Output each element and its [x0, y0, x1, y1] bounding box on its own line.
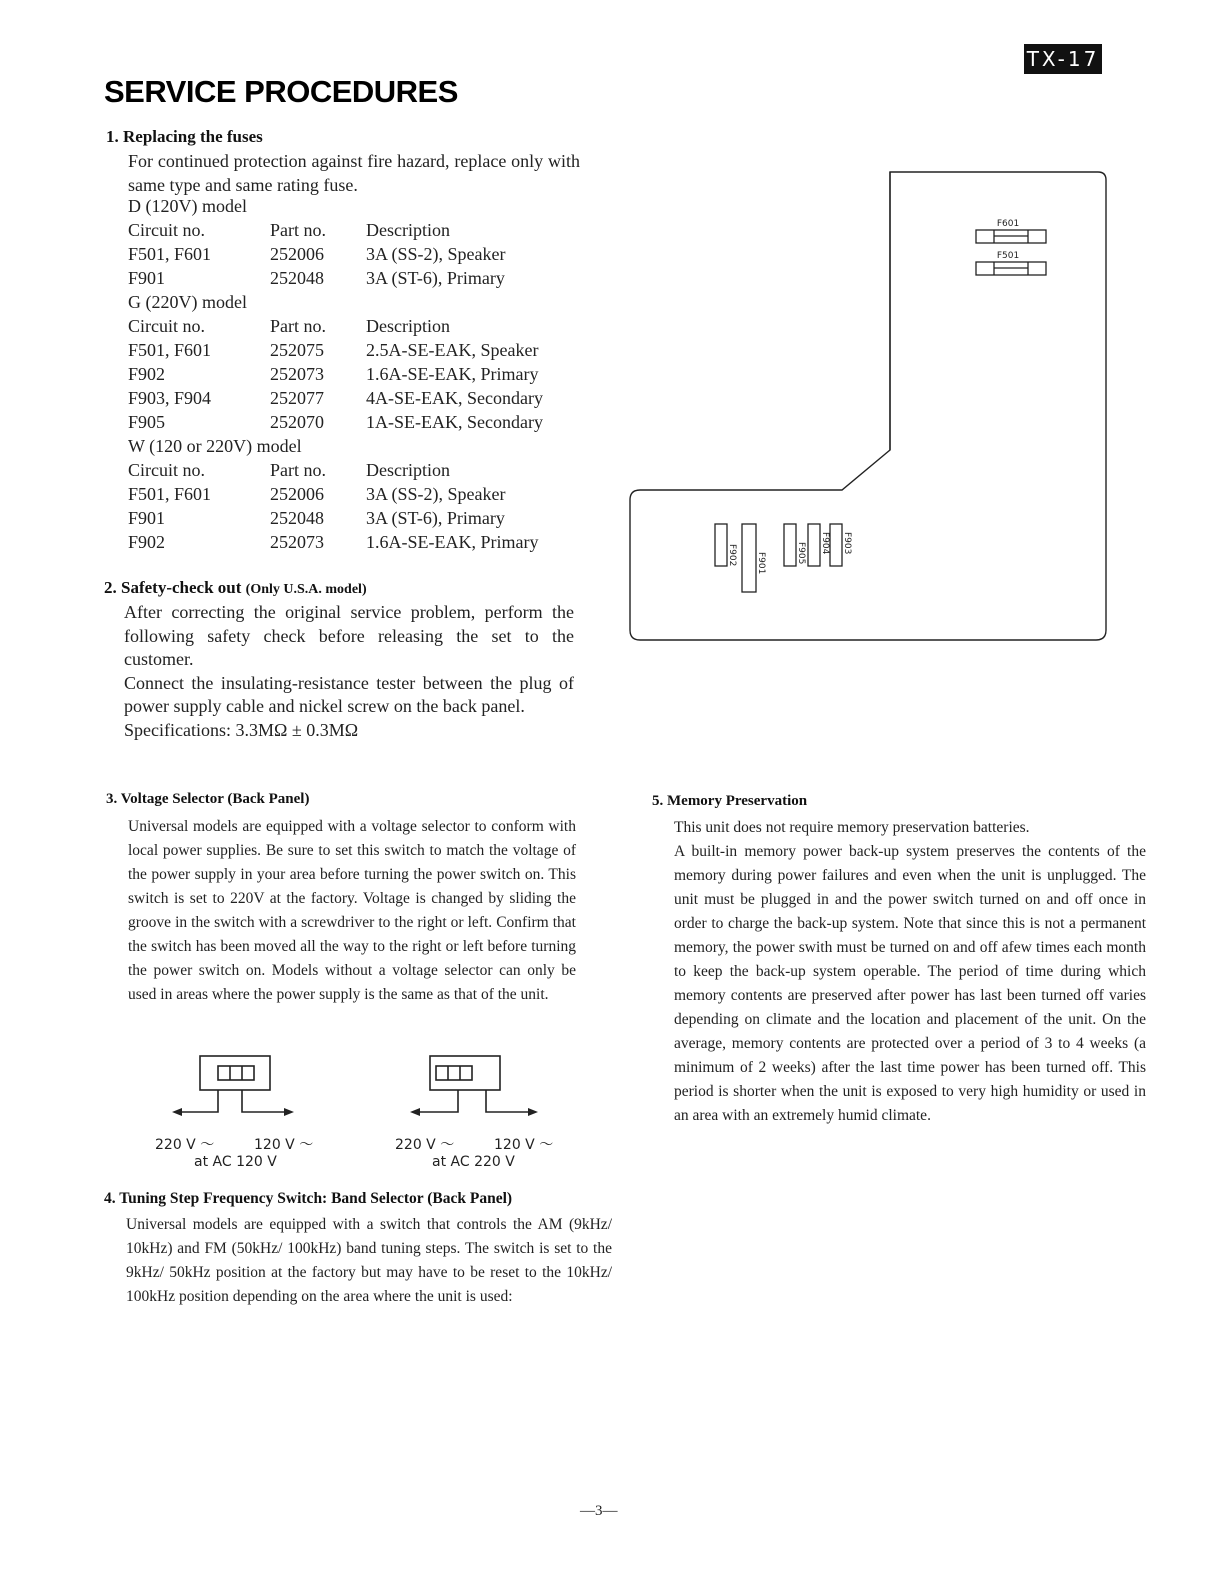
cell-part: 252070: [270, 412, 324, 432]
fuse-f601: [976, 230, 1046, 243]
label-f501: F501: [996, 251, 1020, 261]
section5-body: [674, 816, 1146, 1128]
table-header: [128, 458, 598, 482]
table-row: [128, 482, 598, 506]
col-circuit: Circuit no.: [128, 316, 205, 336]
section4-body: Universal models are equipped with a switch that controls the AM (9kHz/ 10kHz) and FM (50kHz/ 100kHz) band tuning steps. The switch is set to the 9kHz/ 50kHz position at the factory but may have to be reset to the 10kHz/ 100kHz position depending on the area where the unit is used:: [126, 1216, 612, 1305]
fuse-f901: [742, 524, 756, 592]
cell-description: 4A-SE-EAK, Secondary: [366, 388, 543, 408]
model-label: G (220V) model: [128, 292, 247, 312]
section1-heading: 1. Replacing the fuses: [106, 127, 263, 146]
section3-body: Universal models are equipped with a voltage selector to conform with local power supplies. Be sure to set this switch to match the voltage of the power supply in your area before turning the power switch on. This switch is set to 220V at the factory. Voltage is changed by sliding the groove in the switch with a screwdriver to the right or left. Confirm that the switch has been moved all the way to the right or left before turning the power switch on. Models without a voltage selector can only be used in areas where the power supply is the same as that of the unit.: [128, 818, 576, 1003]
cell-circuit: F902: [128, 532, 166, 552]
cell-circuit: F901: [128, 268, 166, 288]
col-description: Description: [366, 460, 450, 480]
selector-label-120: 120 V ～: [494, 1137, 554, 1153]
section2-title: 2. Safety-check out: [104, 578, 242, 597]
table-header: [128, 314, 598, 338]
label-f905: F905: [796, 542, 806, 565]
fuse-table-d: [128, 194, 598, 290]
cell-part: 252006: [270, 244, 324, 264]
selector-label-220: 220 V ～: [395, 1137, 455, 1153]
table-row: [128, 362, 598, 386]
model-label: D (120V) model: [128, 196, 247, 216]
selector-caption: at AC 120 V: [194, 1154, 277, 1170]
table-header: [128, 218, 598, 242]
model-label: W (120 or 220V) model: [128, 436, 302, 456]
cell-circuit: F501, F601: [128, 484, 212, 504]
cell-description: 3A (SS-2), Speaker: [366, 484, 506, 504]
fuse-tables: [128, 194, 598, 554]
cell-circuit: F905: [128, 412, 166, 432]
cell-circuit: F903, F904: [128, 388, 212, 408]
cell-circuit: F901: [128, 508, 166, 528]
cell-part: 252073: [270, 532, 324, 552]
voltage-selector-220: [404, 1054, 544, 1126]
section5-heading: 5. Memory Preservation: [652, 793, 808, 809]
table-row: [128, 530, 598, 554]
col-circuit: Circuit no.: [128, 220, 205, 240]
cell-part: 252077: [270, 388, 324, 408]
paragraph: Specifications: 3.3MΩ ± 0.3MΩ: [124, 719, 359, 740]
paragraph: Connect the insulating-resistance tester between the plug of power supply cable and nickel screw on the back panel.: [124, 672, 574, 716]
fuse-f905: [784, 524, 796, 566]
table-row: [128, 506, 598, 530]
page-title: SERVICE PROCEDURES: [104, 74, 458, 109]
selector-label-120: 120 V ～: [254, 1137, 314, 1153]
cell-description: 1A-SE-EAK, Secondary: [366, 412, 543, 432]
fuse-table-w: [128, 434, 598, 554]
col-description: Description: [366, 316, 450, 336]
col-description: Description: [366, 220, 450, 240]
col-part: Part no.: [270, 220, 326, 240]
fuse-f903: [830, 524, 842, 566]
section1-intro: For continued protection against fire hazard, replace only with same type and same rating fuse.: [128, 151, 580, 195]
section2-note: (Only U.S.A. model): [245, 582, 367, 597]
section2-body: [124, 601, 574, 742]
fuse-f902: [715, 524, 727, 566]
cell-description: 2.5A-SE-EAK, Speaker: [366, 340, 539, 360]
table-row: [128, 266, 598, 290]
table-row: [128, 338, 598, 362]
cell-description: 1.6A-SE-EAK, Primary: [366, 364, 539, 384]
voltage-selector-120: [166, 1054, 296, 1126]
cell-part: 252006: [270, 484, 324, 504]
paragraph: After correcting the original service problem, perform the following safety check before releasing the set to the customer.: [124, 602, 574, 669]
fuse-f904: [808, 524, 820, 566]
model-tag: TX-17: [1024, 44, 1102, 74]
section4-heading: 4. Tuning Step Frequency Switch: Band Selector (Back Panel): [104, 1190, 513, 1207]
cell-part: 252073: [270, 364, 324, 384]
page-number: —3—: [580, 1503, 618, 1519]
label-f901: F901: [756, 552, 766, 575]
cell-part: 252048: [270, 508, 324, 528]
paragraph: This unit does not require memory preservation batteries.: [674, 819, 1030, 836]
cell-description: 1.6A-SE-EAK, Primary: [366, 532, 539, 552]
label-f903: F903: [842, 532, 852, 555]
col-circuit: Circuit no.: [128, 460, 205, 480]
cell-description: 3A (ST-6), Primary: [366, 268, 505, 288]
cell-part: 252048: [270, 268, 324, 288]
label-f904: F904: [820, 532, 830, 555]
table-row: [128, 410, 598, 434]
paragraph: A built-in memory power back-up system preserves the contents of the memory during power failures and even when the unit is unplugged. The unit must be plugged in and the power switch turned on and off once in order to charge the back-up system. Note that since this is not a permanent memory, the power swith must be turned on and off afew times each month to keep the back-up system operable. The period of time during which memory contents are preserved after power has last been turned off varies depending on climate and the location and placement of the unit. On the average, memory contents are protected over a period of 3 to 4 weeks (a minimum of 2 weeks) after the last time power has been turned off. This period is shorter when the unit is exposed to very high humidity or used in an area with an extremely humid climate.: [674, 843, 1146, 1124]
cell-circuit: F501, F601: [128, 340, 212, 360]
fuse-f501: [976, 262, 1046, 275]
section3-heading: 3. Voltage Selector (Back Panel): [106, 791, 310, 807]
table-row: [128, 242, 598, 266]
fuse-location-diagram: [620, 160, 1120, 660]
cell-description: 3A (ST-6), Primary: [366, 508, 505, 528]
cell-part: 252075: [270, 340, 324, 360]
label-f902: F902: [727, 544, 737, 567]
cell-circuit: F501, F601: [128, 244, 212, 264]
col-part: Part no.: [270, 460, 326, 480]
label-f601: F601: [996, 219, 1020, 229]
fuse-table-g: [128, 290, 598, 434]
cell-description: 3A (SS-2), Speaker: [366, 244, 506, 264]
selector-label-220: 220 V ～: [155, 1137, 215, 1153]
section2-heading: [104, 578, 367, 598]
selector-caption: at AC 220 V: [432, 1154, 515, 1170]
cell-circuit: F902: [128, 364, 166, 384]
table-row: [128, 386, 598, 410]
col-part: Part no.: [270, 316, 326, 336]
board-outline: [630, 172, 1106, 640]
